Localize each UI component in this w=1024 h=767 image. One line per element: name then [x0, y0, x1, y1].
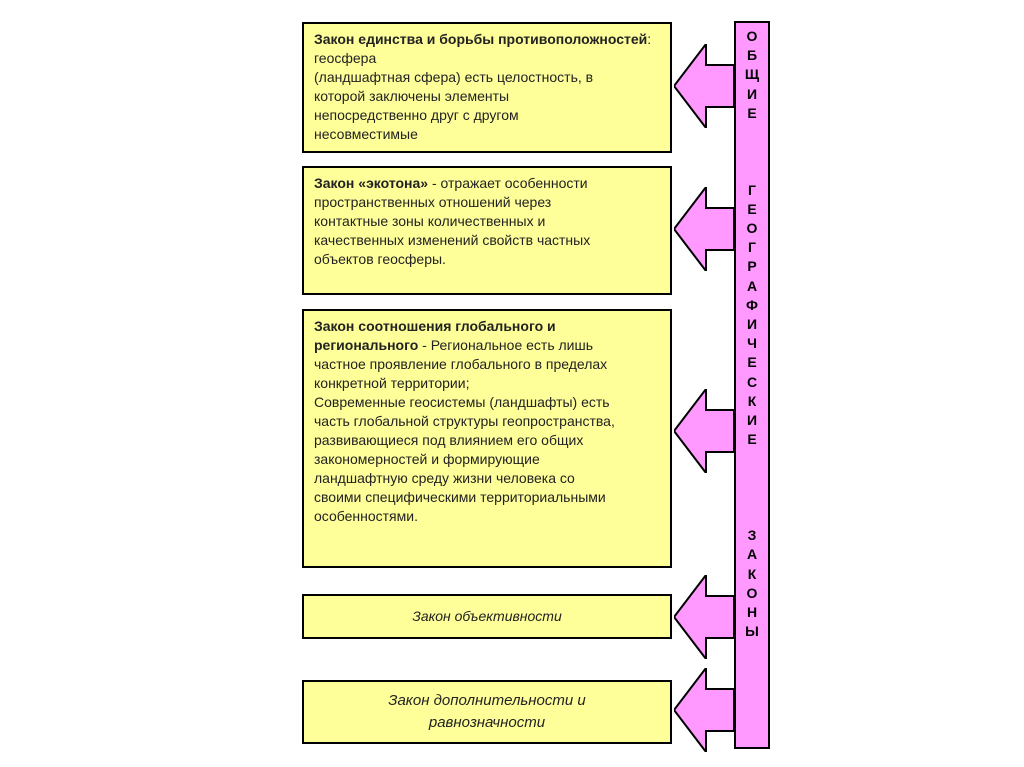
- left-arrow-icon: [674, 187, 734, 271]
- law-title: Закон единства и борьбы противоположностей: [314, 31, 648, 47]
- left-arrow-icon: [674, 44, 734, 128]
- law-description: - отражает особенности пространственных отношений через контактные зоны количественных и качественных изменений свойств частных объектов геосферы.: [314, 175, 591, 267]
- left-arrow-icon: [674, 668, 734, 752]
- left-arrow-icon: [674, 389, 734, 473]
- general-geographic-laws-bar: [734, 21, 770, 749]
- law-box-complementarity: [302, 680, 672, 744]
- law-box-objectivity: [302, 594, 672, 639]
- law-title: Закон объективности: [412, 608, 562, 624]
- law-box-unity-of-opposites: [302, 22, 672, 153]
- law-title: Закон «экотона»: [314, 175, 429, 191]
- law-description: - Региональное есть лишь частное проявление глобального в пределах конкретной территории; Современные геосистемы (ландшафты) есть часть глобальной структуры геопространства, развивающиеся под влиянием его общих закономерностей и формирующие ландшафтную среду жизни человека со своими специфическими территориальными особенностями.: [314, 337, 615, 524]
- law-title: Закон дополнительности и равнозначности: [388, 692, 586, 731]
- law-description: : геосфера (ландшафтная сфера) есть целостность, в которой заключены элементы непосредственно друг с другом несовместимые: [314, 31, 652, 142]
- law-box-global-regional: [302, 309, 672, 568]
- left-arrow-icon: [674, 575, 734, 659]
- vertical-label: О Б Щ И Е Г Е О Г Р А Ф И Ч Е С К И Е З А К О Н Ы: [744, 28, 760, 640]
- law-box-ecotone: [302, 166, 672, 295]
- law-title: Закон соотношения глобального и регионального: [314, 318, 556, 353]
